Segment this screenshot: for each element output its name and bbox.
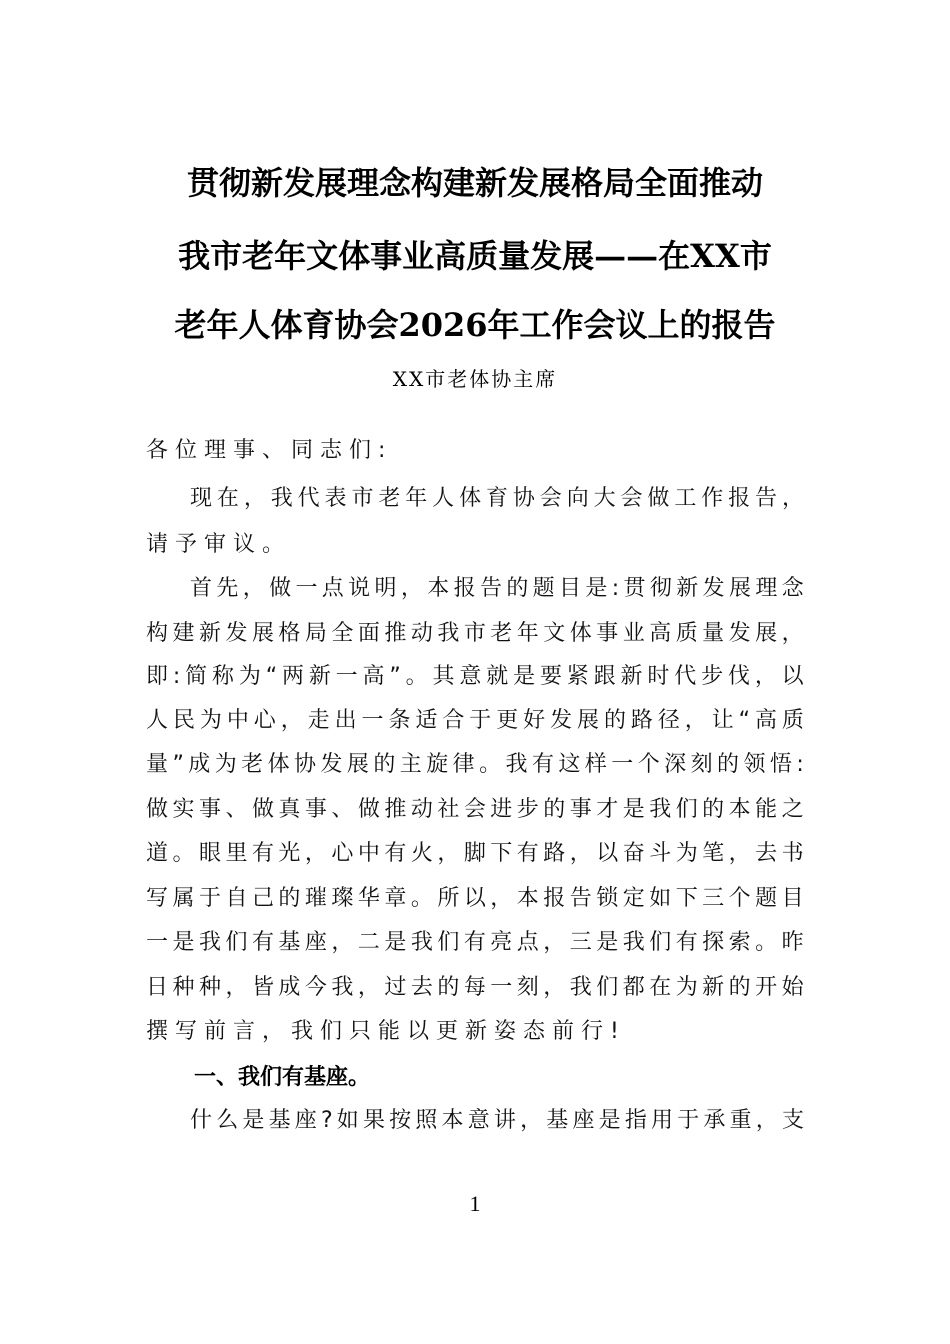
- salutation: 各位理事、同志们:: [146, 438, 393, 463]
- paragraph-2-line-10: 日 种 种 ， 皆 成 今 我 ， 过 去 的 每 一 刻 ， 我 们 都 在 为 新 的 开 始: [146, 975, 804, 1000]
- paragraph-2-line-6: 做 实 事 、 做 真 事 、 做 推 动 社 会 进 步 的 事 才 是 我 们 的 本 能 之: [146, 797, 804, 822]
- paragraph-2-line-4: 人 民 为 中 心 ， 走 出 一 条 适 合 于 更 好 发 展 的 路 径 ， 让 “ 高 质: [146, 708, 804, 733]
- paragraph-2-line-2: 构 建 新 发 展 格 局 全 面 推 动 我 市 老 年 文 体 事 业 高 质 量 发 展 ，: [146, 621, 804, 646]
- title-line-3: 老年人体育协会2026年工作会议上的报告: [174, 306, 776, 344]
- author-line: XX市老体协主席: [392, 367, 558, 391]
- paragraph-2-line-5: 量 ” 成 为 老 体 协 发 展 的 主 旋 律 。 我 有 这 样 一 个 深 刻 的 领 悟 :: [146, 752, 804, 777]
- page-number: 1: [469, 1191, 481, 1216]
- section-paragraph-line-1: 什 么 是 基 座 ? 如 果 按 照 本 意 讲 ， 基 座 是 指 用 于 承 重 ， 支: [190, 1108, 804, 1133]
- paragraph-2-line-11: 撰写前言，我们只能以更新姿态前行!: [146, 1019, 626, 1044]
- paragraph-2-line-1: 首 先 ， 做 一 点 说 明 ， 本 报 告 的 题 目 是 : 贯 彻 新 发 展 理 念: [190, 576, 804, 601]
- paragraph-1-line-2: 请予审议。: [146, 532, 292, 557]
- paragraph-2-line-3: 即 : 简 称 为 “ 两 新 一 高 ” 。 其 意 就 是 要 紧 跟 新 时 代 步 伐 ， 以: [146, 664, 804, 689]
- title-line-1: 贯彻新发展理念构建新发展格局全面推动: [186, 164, 763, 202]
- paragraph-2-line-7: 道 。 眼 里 有 光 ， 心 中 有 火 ， 脚 下 有 路 ， 以 奋 斗 为 笔 ， 去 书: [146, 841, 804, 866]
- title-line-2: 我市老年文体事业高质量发展——在XX市: [178, 237, 772, 275]
- paragraph-2-line-8: 写 属 于 自 己 的 璀 璨 华 章 。 所 以 ， 本 报 告 锁 定 如 下 三 个 题 目: [146, 886, 804, 911]
- section-heading: 一、我们有基座。: [194, 1065, 371, 1090]
- paragraph-2-line-9: 一 是 我 们 有 基 座 ， 二 是 我 们 有 亮 点 ， 三 是 我 们 有 探 索 。 昨: [146, 930, 804, 955]
- paragraph-1-line-1: 现 在 ， 我 代 表 市 老 年 人 体 育 协 会 向 大 会 做 工 作 报 告 ，: [190, 486, 804, 511]
